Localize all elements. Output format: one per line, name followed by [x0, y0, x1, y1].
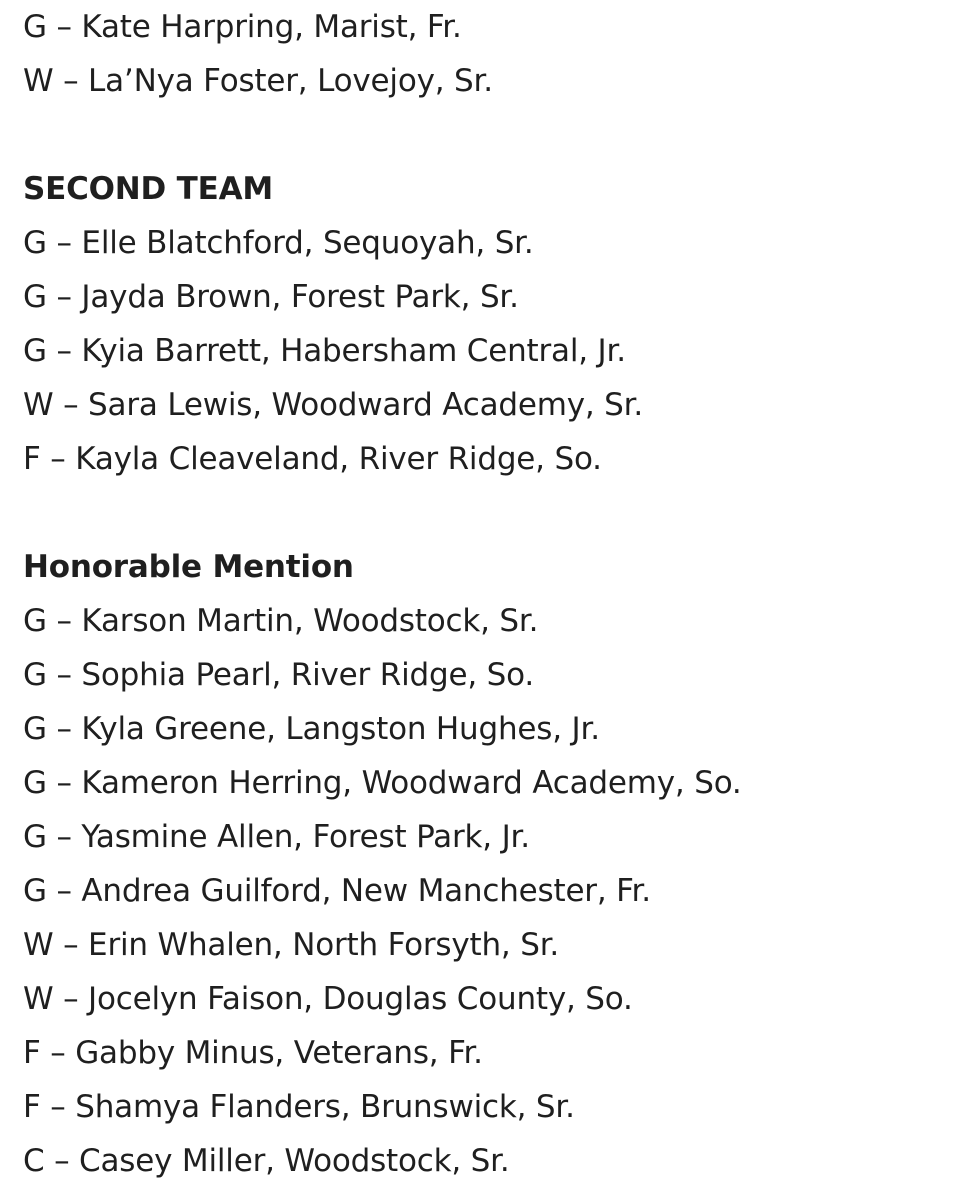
player-entry: G – Yasmine Allen, Forest Park, Jr. — [23, 819, 530, 855]
player-entry: G – Karson Martin, Woodstock, Sr. — [23, 603, 539, 639]
player-entry: G – Kameron Herring, Woodward Academy, So. — [23, 765, 742, 801]
player-entry: G – Kyla Greene, Langston Hughes, Jr. — [23, 711, 600, 747]
player-entry: F – Kayla Cleaveland, River Ridge, So. — [23, 441, 602, 477]
player-entry: C – Casey Miller, Woodstock, Sr. — [23, 1143, 510, 1179]
player-entry: F – Gabby Minus, Veterans, Fr. — [23, 1035, 483, 1071]
second-team-heading: SECOND TEAM — [23, 171, 274, 207]
player-entry: G – Jayda Brown, Forest Park, Sr. — [23, 279, 519, 315]
honorable-mention-section — [23, 540, 943, 1188]
honorable-mention-heading: Honorable Mention — [23, 549, 354, 585]
player-entry: G – Elle Blatchford, Sequoyah, Sr. — [23, 225, 534, 261]
player-entry: F – Shamya Flanders, Brunswick, Sr. — [23, 1089, 575, 1125]
player-entry: W – Sara Lewis, Woodward Academy, Sr. — [23, 387, 644, 423]
player-entry: W – Jocelyn Faison, Douglas County, So. — [23, 981, 633, 1017]
player-entry: W – La’Nya Foster, Lovejoy, Sr. — [23, 63, 493, 99]
player-entry: G – Andrea Guilford, New Manchester, Fr. — [23, 873, 651, 909]
document-body — [23, 0, 943, 1188]
section-spacer — [23, 486, 943, 540]
first-team-continued — [23, 0, 943, 108]
player-entry: G – Kate Harpring, Marist, Fr. — [23, 9, 462, 45]
player-entry: G – Kyia Barrett, Habersham Central, Jr. — [23, 333, 626, 369]
second-team-section — [23, 162, 943, 486]
player-entry: G – Sophia Pearl, River Ridge, So. — [23, 657, 534, 693]
section-spacer — [23, 108, 943, 162]
player-entry: W – Erin Whalen, North Forsyth, Sr. — [23, 927, 560, 963]
